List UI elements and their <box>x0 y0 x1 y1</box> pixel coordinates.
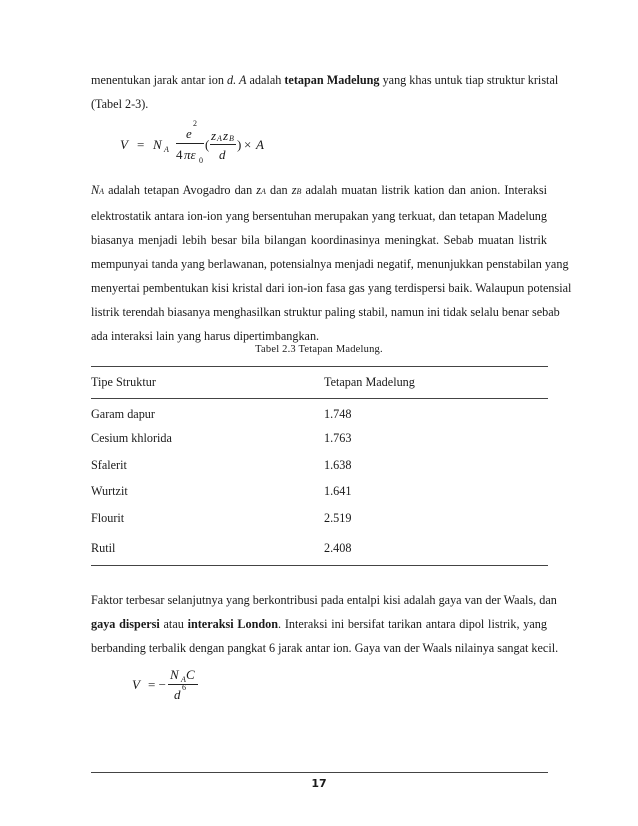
para2-line-2: elektrostatik antara ion-ion yang bersentuhan merupakan yang terkuat, dan tetapan Madelung <box>91 209 547 223</box>
formula-epsilon-subscript: 0 <box>199 156 203 165</box>
cell-structure: Rutil <box>91 541 116 556</box>
symbol-NA: N <box>91 183 100 197</box>
formula2-d: d <box>174 687 181 702</box>
cell-structure: Cesium khlorida <box>91 431 172 446</box>
cell-value: 1.638 <box>324 457 352 472</box>
footer-divider <box>91 772 548 773</box>
formula-pi-epsilon: πε <box>184 147 196 162</box>
cell-structure: Wurtzit <box>91 484 128 499</box>
term-madelung-constant: tetapan Madelung <box>284 73 380 87</box>
formula2-d-superscript: 6 <box>182 683 186 692</box>
cell-structure: Garam dapur <box>91 406 155 421</box>
formula2-N-subscript: A <box>181 675 186 684</box>
intro-text: yang khas untuk tiap struktur kristal <box>379 73 559 87</box>
intro-text: menentukan jarak antar ion <box>91 73 228 87</box>
formula-N: N <box>153 137 162 152</box>
intro-text: adalah <box>246 73 285 87</box>
symbol-zB-subscript: B <box>296 187 302 196</box>
formula-e: e <box>186 126 192 141</box>
formula-times: × <box>244 137 252 152</box>
para2-line-4: mempunyai tanda yang berlawanan, potensialnya menjadi negatif, menunjukkan penstabilan yang <box>91 257 569 271</box>
cell-value: 1.641 <box>324 484 352 499</box>
formula-zA: z <box>211 128 217 143</box>
cell-value: 1.763 <box>324 431 352 446</box>
symbol-zA: z <box>256 183 262 197</box>
formula2-N: N <box>170 667 179 682</box>
formula-A: A <box>256 137 264 152</box>
para2-line-5: menyertai pembentukan kisi kristal dari ion-ion fasa gas yang terdispersi baik. Walaupun potensial <box>91 281 572 295</box>
term-london-interaction: interaksi London <box>187 617 279 631</box>
formula-close-paren: ) <box>237 137 242 152</box>
formula-denominator-4: 4 <box>176 147 183 162</box>
formula-zB: z <box>223 128 229 143</box>
column-header-madelung-constant: Tetapan Madelung <box>324 375 415 389</box>
para2-text: dan <box>265 183 292 197</box>
cell-structure: Sfalerit <box>91 457 127 472</box>
para2-line-6: listrik terendah biasanya menghasilkan struktur paling stabil, namun ini tidak selalu benar sebab <box>91 305 560 319</box>
para3-text: . Interaksi ini bersifat tarikan antara dipol listrik, yang <box>278 617 547 631</box>
formula-d: d <box>219 147 226 162</box>
cell-value: 1.748 <box>324 406 352 421</box>
cell-structure: Flourit <box>91 511 125 526</box>
formula-lhs-V: V <box>120 137 128 152</box>
para2-text: adalah muatan listrik kation dan anion. Interaksi <box>301 183 547 197</box>
para2-line-3: biasanya menjadi lebih besar bila bilangan koordinasinya meningkat. Sebab muatan listrik <box>91 233 547 247</box>
formula-open-paren: ( <box>205 137 210 152</box>
formula-zB-subscript: B <box>229 134 234 143</box>
cell-value: 2.408 <box>324 541 352 556</box>
symbol-NA-subscript: A <box>99 187 105 196</box>
page-number: 17 <box>311 777 327 790</box>
para3-line-1: Faktor terbesar selanjutnya yang berkontribusi pada entalpi kisi adalah gaya van der Waals, dan <box>91 593 557 607</box>
symbol-zB: z <box>291 183 297 197</box>
formula-e-superscript: 2 <box>193 119 197 128</box>
intro-line-2: (Tabel 2-3). <box>91 97 149 111</box>
formula-equals: = <box>137 137 145 152</box>
formula2-equals-minus: = − <box>148 677 166 692</box>
table-caption: Tabel 2.3 Tetapan Madelung. <box>255 344 383 355</box>
formula-N-subscript: A <box>164 145 169 154</box>
symbol-zA-subscript: A <box>261 187 266 196</box>
formula-zA-subscript: A <box>217 134 222 143</box>
para3-text: atau <box>159 617 188 631</box>
term-dispersion-force: gaya dispersi <box>91 617 160 631</box>
para2-line-7: ada interaksi lain yang harus dipertimbangkan. <box>91 329 320 343</box>
para3-line-3: berbanding terbalik dengan pangkat 6 jarak antar ion. Gaya van der Waals nilainya sangat kecil. <box>91 641 559 655</box>
column-header-structure-type: Tipe Struktur <box>91 375 156 389</box>
cell-value: 2.519 <box>324 511 352 526</box>
formula2-C: C <box>186 667 195 682</box>
para2-text: adalah tetapan Avogadro dan <box>104 183 257 197</box>
intro-variable: d. A <box>227 73 247 87</box>
formula2-lhs-V: V <box>132 677 140 692</box>
